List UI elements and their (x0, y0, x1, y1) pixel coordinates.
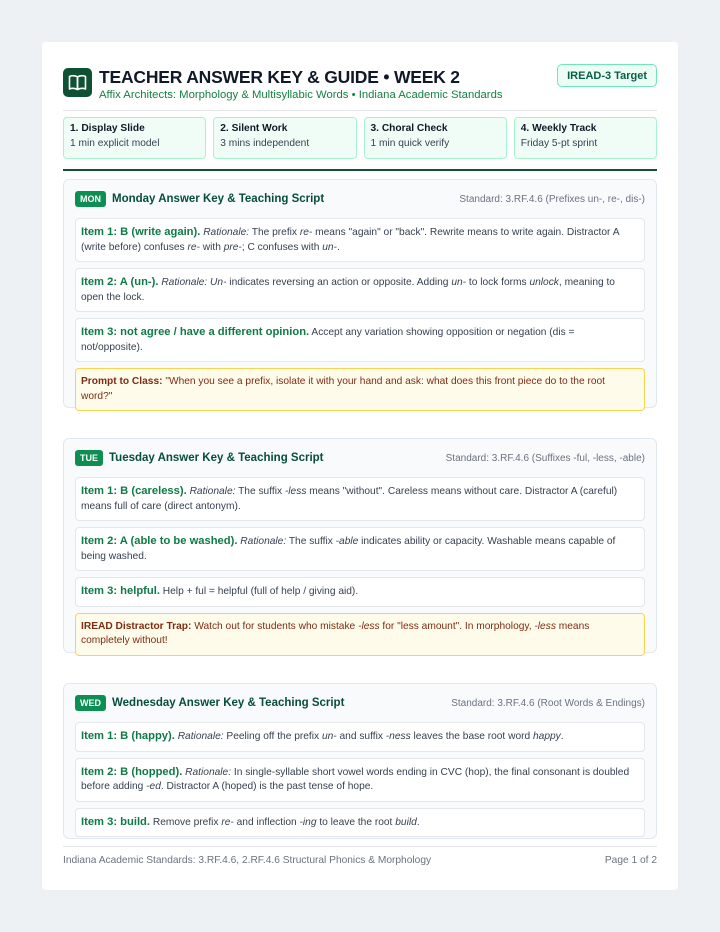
item-text: The prefix (249, 227, 300, 238)
day-header (75, 180, 645, 218)
answer-item (75, 477, 645, 521)
day-standard: Standard: 3.RF.4.6 (Suffixes -ful, -less, -able) (445, 452, 645, 464)
item-text: and suffix (336, 731, 386, 742)
item-label: Item 3: helpful. (81, 585, 160, 597)
step-name: 3. Choral Check (370, 123, 448, 134)
answer-item (75, 268, 645, 312)
note-text: means completely without! (81, 620, 590, 646)
item-text: In single-syllable short vowel words ending in CVC (hop), the final consonant is doubled before adding (81, 766, 630, 792)
step-name: 4. Weekly Track (520, 123, 597, 134)
item-label: Item 2: A (able to be washed). (81, 535, 238, 547)
rationale-label: Rationale: (185, 766, 232, 778)
class-prompt-note (75, 368, 645, 411)
item-text: to lock forms (466, 277, 530, 288)
item-label: Item 1: B (happy). (81, 730, 175, 742)
item-term: re- (299, 227, 313, 238)
item-term: pre- (223, 241, 242, 253)
answer-item (75, 808, 645, 838)
step-name: 2. Silent Work (220, 123, 288, 134)
tuesday-section (63, 438, 657, 653)
item-label: Item 3: build. (81, 815, 150, 828)
item-text: . (416, 816, 420, 828)
item-label: Item 3: not agree / have a different opinion. (81, 326, 310, 338)
item-label: Item 2: A (un-). (81, 276, 159, 288)
day-header (75, 684, 645, 722)
distractor-trap-note (75, 613, 645, 656)
rationale-label: Rationale: (189, 486, 236, 497)
item-term: un- (322, 241, 337, 253)
item-term: -able (335, 536, 359, 547)
item-term: re- (221, 816, 234, 828)
section-divider (63, 169, 657, 171)
item-text: means "without". Careless means without care. Distractor A (careful) means full of care (direct antonym). (81, 486, 618, 512)
item-text: Accept any variation showing opposition or negation (dis = not/opposite). (81, 327, 575, 353)
note-text: Watch out for students who mistake (191, 620, 359, 632)
item-term: un- (321, 731, 337, 742)
item-text: leaves the base root word (410, 731, 534, 742)
day-badge: TUE (75, 450, 103, 466)
item-term: Un- (210, 277, 227, 288)
answer-key-page (42, 42, 678, 890)
item-text: The suffix (286, 536, 336, 547)
routine-steps (63, 117, 657, 159)
day-title: Wednesday Answer Key & Teaching Script (112, 697, 345, 709)
step-desc: 3 mins independent (220, 138, 310, 149)
item-text: with (199, 241, 224, 253)
item-text: indicates reversing an action or opposite. Adding (226, 277, 452, 288)
item-text: indicates ability or capacity. Washable means capable of being washed. (81, 536, 616, 562)
item-text: Remove prefix (150, 816, 222, 828)
day-header (75, 439, 645, 477)
item-term: happy (533, 731, 561, 742)
day-badge: WED (75, 695, 106, 711)
item-text: . (336, 241, 340, 253)
item-text: Peeling off the prefix (223, 731, 322, 742)
item-text: The suffix (235, 486, 285, 497)
item-text: , meaning to open the lock. (81, 277, 615, 303)
item-term: -ness (385, 731, 411, 742)
step-desc: 1 min explicit model (70, 138, 160, 149)
item-term: re- (187, 241, 200, 253)
page-number: Page 1 of 2 (604, 855, 657, 866)
page-title: TEACHER ANSWER KEY & GUIDE • WEEK 2 (99, 67, 460, 87)
item-label: Item 1: B (careless). (81, 485, 187, 497)
header-divider (63, 110, 657, 111)
item-term: -less (284, 486, 307, 497)
item-term: un- (451, 277, 467, 288)
footer-standards: Indiana Academic Standards: 3.RF.4.6, 2.RF.4.6 Structural Phonics & Morphology (63, 855, 432, 866)
answer-item (75, 722, 645, 752)
item-text: and inflection (233, 816, 300, 828)
page-subtitle: Affix Architects: Morphology & Multisyllabic Words • Indiana Academic Standards (99, 89, 503, 101)
note-label: Prompt to Class: (81, 376, 163, 387)
answer-item (75, 218, 645, 262)
step-card (514, 117, 657, 159)
item-label: Item 2: B (hopped). (81, 765, 183, 778)
day-badge: MON (75, 191, 106, 207)
answer-item (75, 577, 645, 607)
answer-item (75, 758, 645, 802)
item-text: to leave the root (316, 816, 396, 828)
day-title: Monday Answer Key & Teaching Script (112, 193, 325, 205)
item-text: means "again" or "back". Rewrite means to write again. Distractor A (write before) confuses (81, 227, 619, 253)
footer-divider (63, 846, 657, 847)
item-term: unlock (529, 277, 559, 288)
wednesday-section (63, 683, 657, 839)
day-standard: Standard: 3.RF.4.6 (Prefixes un-, re-, dis-) (459, 193, 645, 205)
item-label: Item 1: B (write again). (81, 226, 201, 238)
answer-item (75, 527, 645, 571)
rationale-label: Rationale: (240, 536, 287, 547)
step-desc: 1 min quick verify (370, 138, 450, 149)
step-card (63, 117, 206, 159)
answer-item (75, 318, 645, 362)
rationale-label: Rationale: (161, 277, 208, 288)
note-text: "When you see a prefix, isolate it with your hand and ask: what does this front piece do to the root word?" (81, 376, 606, 402)
header (63, 67, 657, 107)
book-icon (63, 68, 92, 97)
step-name: 1. Display Slide (70, 123, 145, 134)
day-standard: Standard: 3.RF.4.6 (Root Words & Endings) (451, 697, 645, 709)
step-card (213, 117, 356, 159)
note-term: -less (358, 620, 380, 632)
target-badge: IREAD-3 Target (557, 64, 657, 87)
item-text: ; C confuses with (241, 241, 323, 253)
item-term: -ed (146, 781, 161, 792)
item-term: -ing (299, 816, 317, 828)
item-text: . (560, 731, 564, 742)
step-card (364, 117, 507, 159)
note-text: for "less amount". In morphology, (379, 620, 535, 632)
day-title: Tuesday Answer Key & Teaching Script (109, 452, 324, 464)
item-text: Help + ful = helpful (full of help / giving aid). (159, 586, 359, 597)
item-term: build (395, 816, 417, 828)
rationale-label: Rationale: (177, 731, 224, 742)
step-desc: Friday 5-pt sprint (520, 138, 598, 149)
note-term: -less (534, 620, 556, 632)
monday-section (63, 179, 657, 408)
rationale-label: Rationale: (203, 227, 250, 238)
item-text: . Distractor A (hoped) is the past tense of hope. (160, 781, 374, 792)
note-label: IREAD Distractor Trap: (81, 620, 192, 632)
